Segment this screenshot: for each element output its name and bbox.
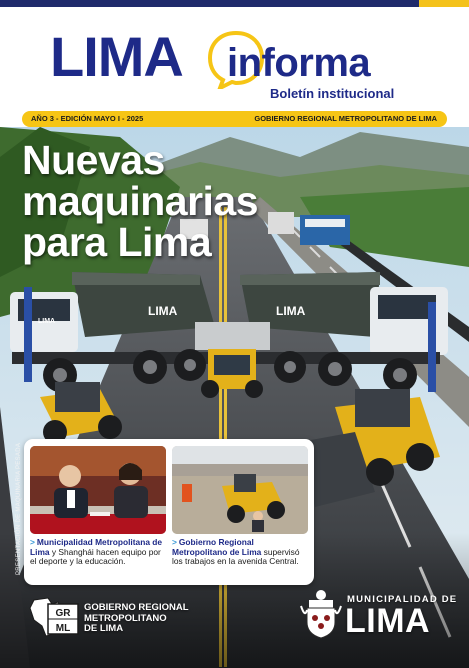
truck-door-label: LIMA	[38, 318, 56, 325]
gr-text-line: DE LIMA	[84, 623, 124, 634]
lima-coat-of-arms-icon	[299, 588, 343, 645]
edition-label: AÑO 3 - EDICIÓN MAYO I - 2025	[31, 114, 144, 123]
story-card[interactable]	[30, 446, 166, 567]
story-thumbnail	[30, 446, 166, 534]
masthead-subtitle: Boletín institucional	[270, 86, 395, 101]
top-color-strip	[0, 0, 469, 7]
gr-text-line: METROPOLITANO	[84, 612, 167, 624]
story-text	[172, 538, 308, 567]
arrow-right-icon: >	[172, 537, 177, 547]
brand-main: LIMA	[50, 25, 183, 88]
arrow-right-icon: >	[30, 537, 35, 547]
peru-map-icon	[28, 596, 80, 643]
headline-line: Nuevas	[22, 137, 165, 183]
truck-label-right: LIMA	[276, 304, 306, 318]
gr-text-line: GOBIERNO REGIONAL	[84, 602, 189, 613]
story-summary: supervisó los trabajos en la avenida Central.	[172, 546, 300, 567]
cover-headline	[22, 137, 322, 265]
photo-credit-vertical	[6, 400, 22, 580]
headline-line: para Lima	[22, 219, 212, 265]
gr-logo-letters-bottom: ML	[55, 623, 71, 634]
story-summary: y Shanghái hacen equipo por el deporte y la educación.	[30, 546, 161, 567]
ml-logo-big: LIMA	[345, 602, 431, 640]
story-title: Gobierno Regional Metropolitano de Lima	[172, 537, 262, 557]
stories-panel	[24, 439, 314, 585]
headline-line: maquinarias	[22, 178, 259, 224]
story-title: Municipalidad Metropolitana de Lima	[30, 537, 163, 557]
photo-credit-text: PRESENTACIÓN DE MAQUINARIA PESADA	[16, 442, 22, 575]
brand-secondary: informa	[227, 41, 371, 85]
gr-logo-text	[84, 603, 189, 635]
truck-label-left: LIMA	[148, 304, 178, 318]
gr-logo-letters-top: GR	[55, 608, 71, 619]
ml-logo-label: MUNICIPALIDAD DE	[347, 594, 458, 605]
masthead	[0, 7, 469, 107]
edition-band	[22, 111, 447, 127]
story-text	[30, 538, 166, 567]
story-thumbnail	[172, 446, 308, 534]
story-card[interactable]	[172, 446, 308, 567]
publisher-label: GOBIERNO REGIONAL METROPOLITANO DE LIMA	[254, 114, 437, 123]
